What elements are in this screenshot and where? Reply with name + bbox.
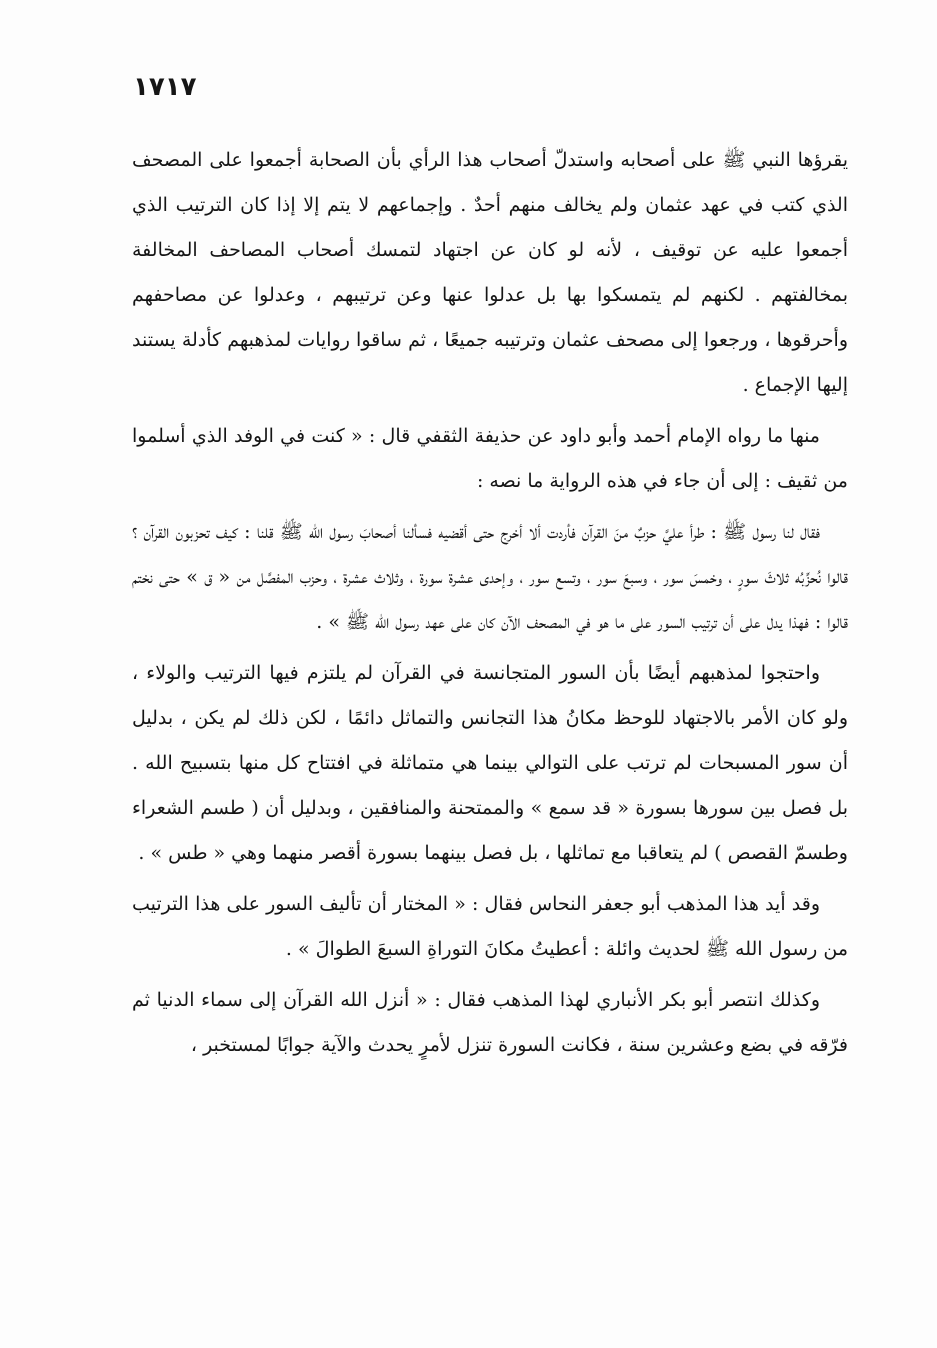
paragraph-3: فقال لنا رسول ﷺ : طرأ عليَّ حزبٌ منَ القرآن فأردت ألا أخرج حتى أقضيه فسألنا أصحابَ رسول الله ﷺ قلنا : كيف تحزبون القرآن ؟ قالوا نُحزِّبُه ثلاثَ سورٍ ، وخمسَ سور ، وسبعَ سور ، وتسع سور ، وإحدى عشرة سورة ، وثلاث عشرة ، وحزب المفصَّل من « ق » حتى نختم قالوا : فهذا يدل على أن ترتيب السور على ما هو في المصحف الآن كان على عهد رسول الله ﷺ » . <box>132 521 848 633</box>
paragraph-5: وقد أيد هذا المذهب أبو جعفر النحاس فقال : « المختار أن تأليف السور على هذا الترتيب من رسول الله ﷺ لحديث وائلة : أعطيتُ مكانَ التوراةِ السبعَ الطوالَ » . <box>132 893 848 960</box>
paragraph-1: يقرؤها النبي ﷺ على أصحابه واستدلّ أصحاب هذا الرأي بأن الصحابة أجمعوا على المصحف الذي كتب في عهد عثمان ولم يخالف منهم أحدٌ . وإجماعهم لا يتم إلا إذا كان الترتيب الذي أجمعوا عليه عن توقيف ، لأنه لو كان عن اجتهاد لتمسك أصحاب المصاحف المخالفة بمخالفتهم . لكنهم لم يتمسكوا بها بل عدلوا عنها وعن ترتيبهم ، وعدلوا عن مصاحفهم وأحرقوها ، ورجعوا إلى مصحف عثمان وترتيبه جميعًا ، ثم ساقوا روايات لمذهبهم كأدلة يستند إليها الإجماع . <box>132 149 848 396</box>
page-number: ١٧١٧ <box>133 72 197 102</box>
paragraph-4: واحتجوا لمذهبهم أيضًا بأن السور المتجانسة في القرآن لم يلتزم فيها الترتيب والولاء ، ولو كان الأمر بالاجتهاد للوحظ مكانُ هذا التجانس والتماثل دائمًا ، لكن ذلك لم يكن ، بدليل أن سور المسبحات لم ترتب على التوالي بينما هي متماثلة في افتتاح كل منها بتسبيح الله . بل فصل بين سورها بسورة « قد سمع » والممتحنة والمنافقين ، وبدليل أن ( طسم الشعراء وطسمّ القصص ) لم يتعاقبا مع تماثلها ، بل فصل بينهما بسورة أقصر منهما وهي « طس » . <box>132 662 848 864</box>
paragraph-6: وكذلك انتصر أبو بكر الأنباري لهذا المذهب فقال : « أنزل الله القرآن إلى سماء الدنيا ثم فرّقه في بضع وعشرين سنة ، فكانت السورة تنزل لأمرٍ يحدث والآية جوابًا لمستخبر ، <box>132 989 848 1056</box>
paragraph-2: منها ما رواه الإمام أحمد وأبو داود عن حذيفة الثقفي قال : « كنت في الوفد الذي أسلموا من ثقيف : إلى أن جاء في هذه الرواية ما نصه : <box>132 425 848 492</box>
body-text <box>132 138 848 1074</box>
